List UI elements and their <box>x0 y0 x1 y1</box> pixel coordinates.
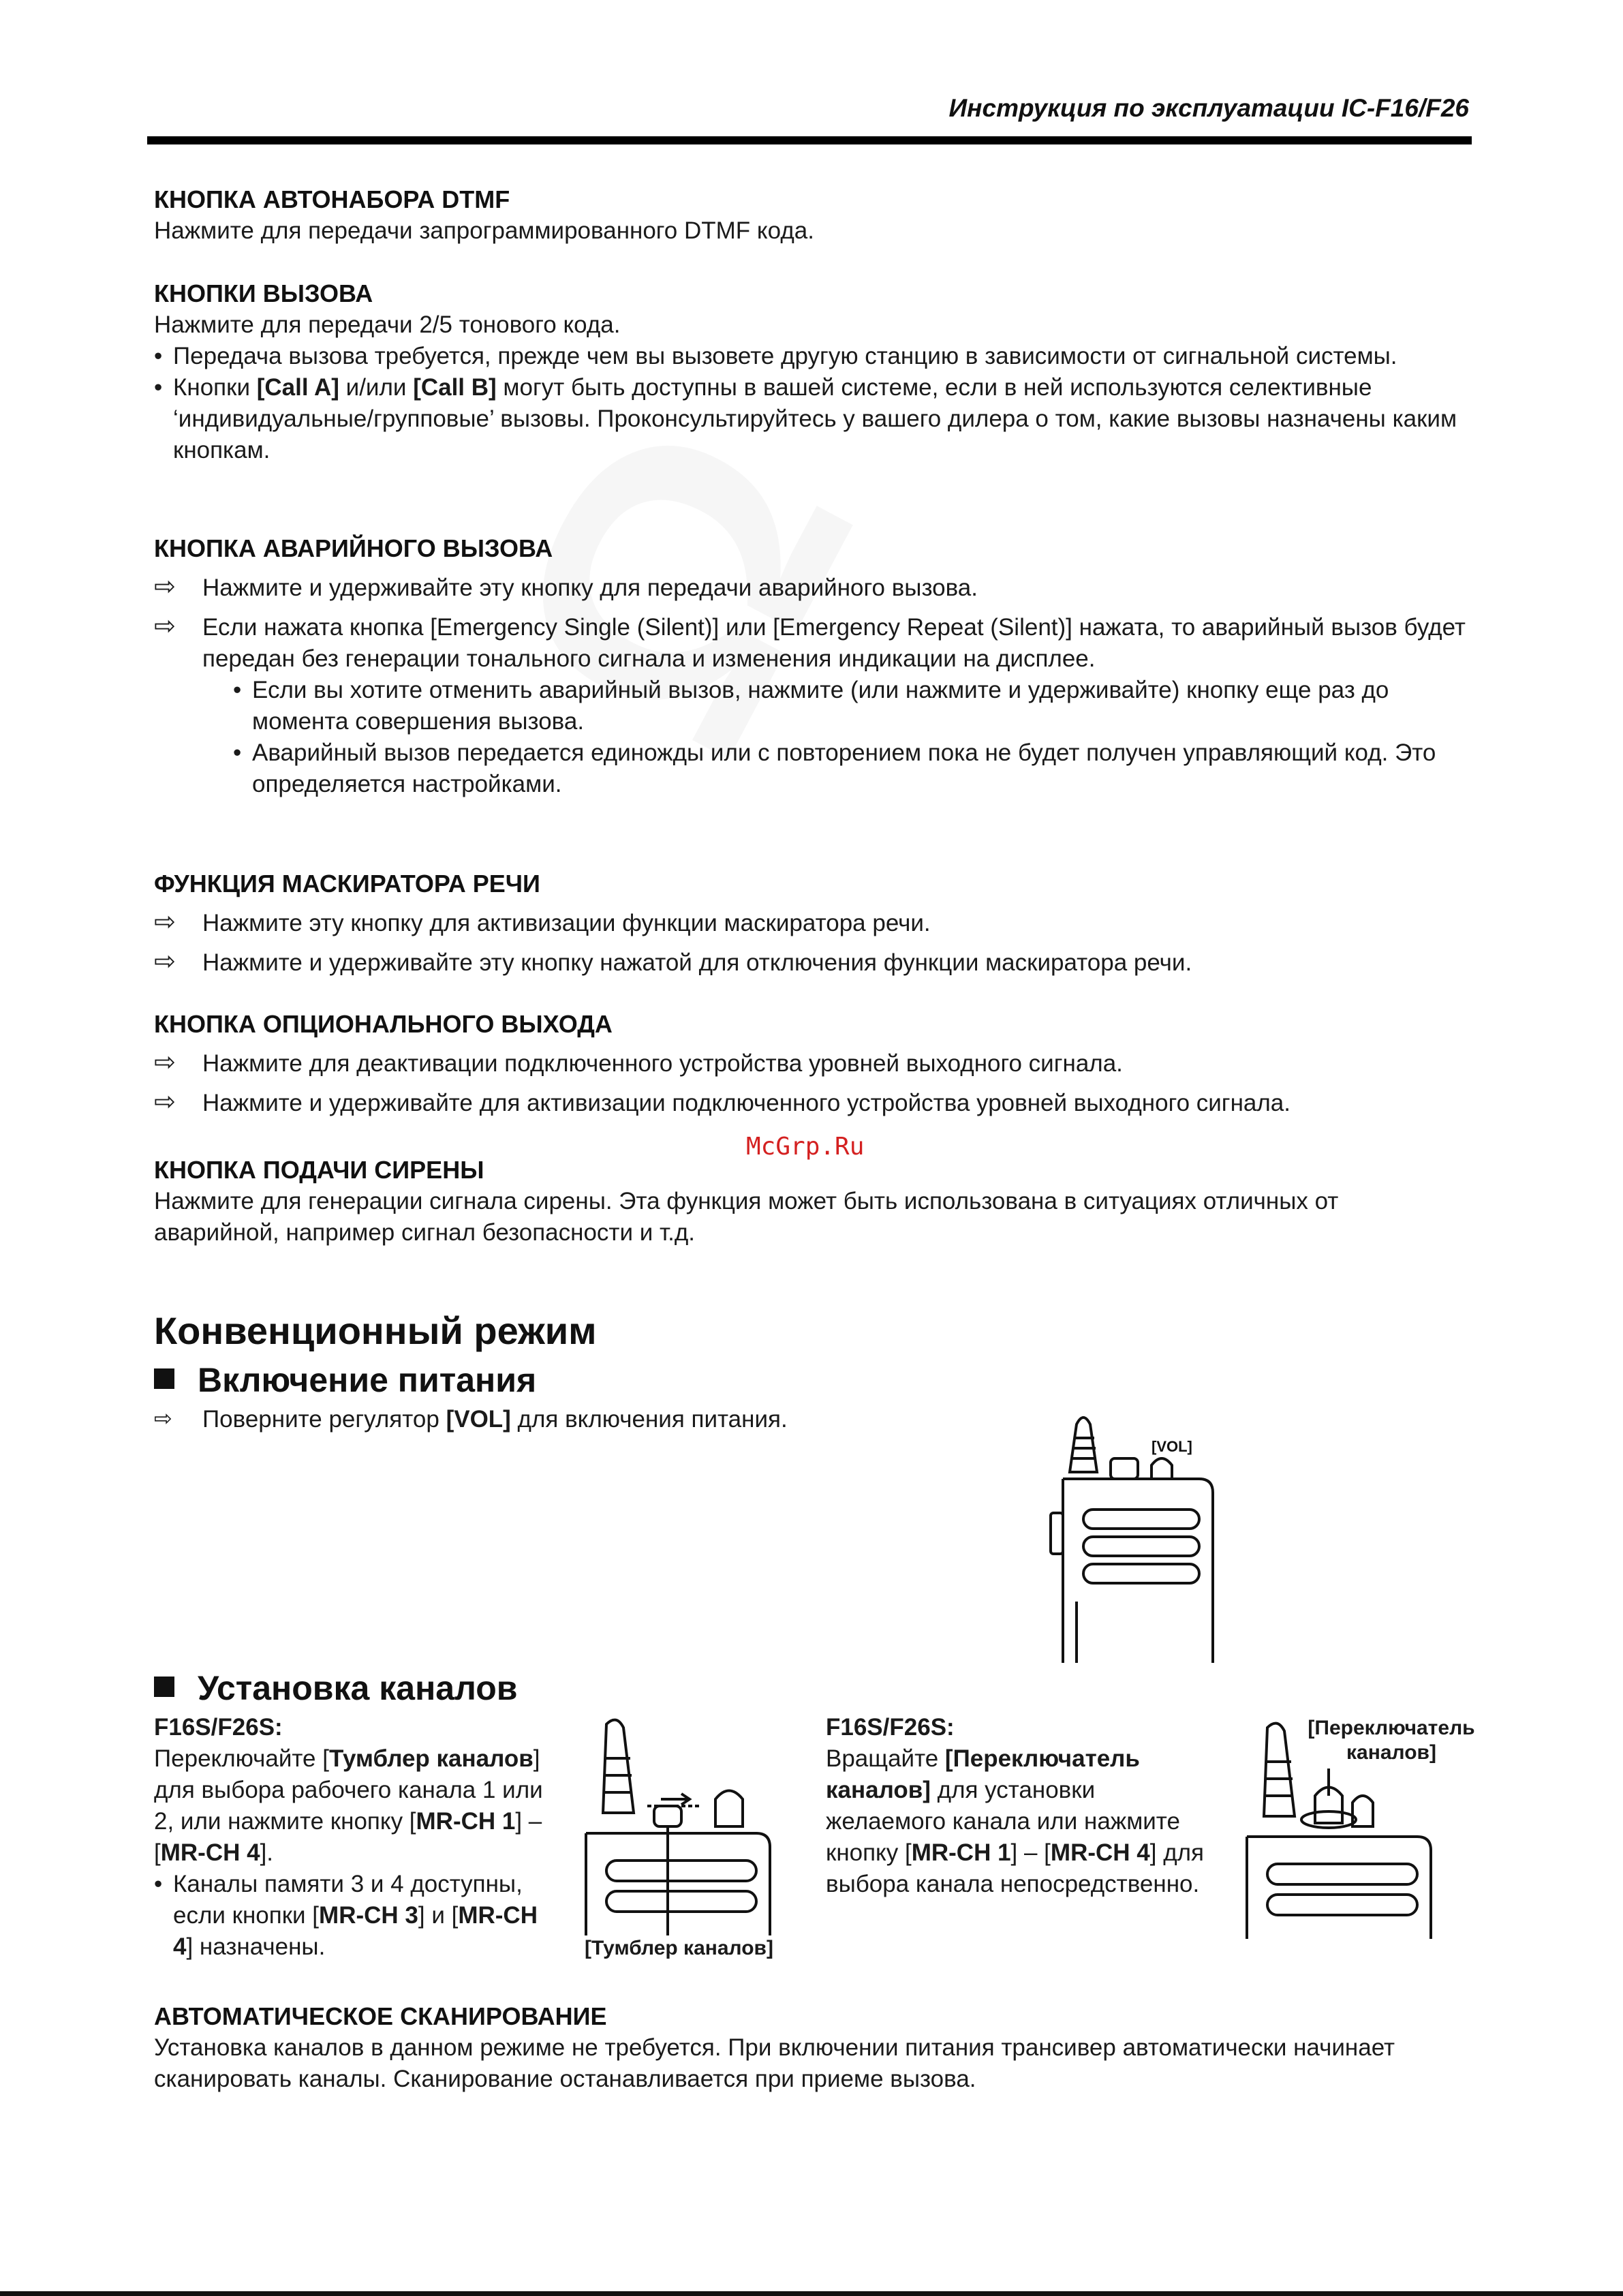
radio-vol-illustration <box>1049 1411 1226 1663</box>
subheading-channels: Установка каналов <box>154 1668 517 1708</box>
radio-channel-toggle-illustration <box>579 1717 804 1935</box>
arrow-icon: ⇨ <box>154 612 176 641</box>
section-autoscan <box>154 2001 1476 2095</box>
section-call <box>154 278 1476 466</box>
bullet-item: • Если вы хотите отменить аварийный вызов, нажмите (или нажмите и удерживайте) кнопку еще раз до момента совершения вызова. <box>233 675 1476 737</box>
section-text: Установка каналов в данном режиме не требуется. При включении питания трансивер автоматически начинает сканировать каналы. Сканирование останавливается при приеме вызова. <box>154 2034 1395 2092</box>
header-divider <box>147 136 1472 144</box>
arrow-item: ⇨ Нажмите и удерживайте эту кнопку нажатой для отключения функции маскиратора речи. <box>154 947 1192 976</box>
radio-channel-selector-illustration <box>1240 1721 1465 1939</box>
section-emergency <box>154 533 1476 800</box>
square-bullet-icon <box>154 1677 174 1697</box>
arrow-icon: ⇨ <box>154 1088 176 1116</box>
arrow-icon: ⇨ <box>154 1406 172 1430</box>
arrow-icon: ⇨ <box>154 1048 176 1077</box>
bullet-item: • Кнопки [Call A] и/или [Call B] могут быть доступны в вашей системе, если в ней используются селективные ‘индивидуальные/групповые’ вызовы. Проконсультируйтесь у вашего дилера о том, какие вызовы назначены каким кнопкам. <box>154 372 1476 466</box>
left-instruction: Переключайте [Тумблер каналов] для выбора рабочего канала 1 или 2, или нажмите кнопку [MR-CH 1] – [MR-CH 4]. <box>154 1745 543 1866</box>
arrow-item: ⇨ Нажмите для деактивации подключенного устройства уровней выходного сигнала. <box>154 1048 1123 1077</box>
arrow-item: ⇨ Нажмите и удерживайте для активизации подключенного устройства уровней выходного сигнала. <box>154 1088 1290 1116</box>
section-text: Нажмите для передачи запрограммированного DTMF кода. <box>154 217 814 244</box>
toggle-caption: [Тумблер каналов] <box>585 1937 773 1959</box>
page-header-title: Инструкция по эксплуатации IC-F16/F26 <box>948 94 1469 122</box>
bullet-item: • Аварийный вызов передается единожды или с повторением пока не будет получен управляющий код. Это определяется настройками. <box>233 737 1476 800</box>
channels-left-column <box>154 1712 563 1963</box>
channels-right-column <box>826 1712 1207 1900</box>
section-title: КНОПКА АВТОНАБОРА DTMF <box>154 185 510 213</box>
model-label: F16S/F26S: <box>154 1714 283 1741</box>
page-heading: Конвенционный режим <box>154 1309 597 1352</box>
power-instruction <box>154 1404 1476 1435</box>
subheading-power: Включение питания <box>154 1360 536 1400</box>
section-siren <box>154 1154 1476 1249</box>
site-watermark: McGrp.Ru <box>746 1133 865 1161</box>
section-title: ФУНКЦИЯ МАСКИРАТОРА РЕЧИ <box>154 870 540 898</box>
arrow-icon: ⇨ <box>154 572 176 601</box>
square-bullet-icon <box>154 1368 174 1389</box>
model-label: F16S/F26S: <box>826 1714 955 1741</box>
section-text: Нажмите для передачи 2/5 тонового кода. <box>154 311 621 338</box>
section-title: АВТОМАТИЧЕСКОЕ СКАНИРОВАНИЕ <box>154 2002 607 2030</box>
section-title: КНОПКА ОПЦИОНАЛЬНОГО ВЫХОДА <box>154 1010 613 1038</box>
section-title: КНОПКИ ВЫЗОВА <box>154 279 373 307</box>
bullet-item: • Передача вызова требуется, прежде чем вы вызовете другую станцию в зависимости от сигнальной системы. <box>154 341 1476 372</box>
selector-caption: [Переключатель каналов] <box>1308 1717 1475 1764</box>
bottom-divider <box>0 2291 1623 2296</box>
bullet-item: • Каналы памяти 3 и 4 доступны, если кнопки [MR-CH 3] и [MR-CH 4] назначены. <box>154 1869 563 1963</box>
arrow-item: ⇨ Поверните регулятор [VOL] для включения питания. <box>154 1404 1476 1435</box>
right-instruction: Вращайте [Переключатель каналов] для установки желаемого канала или нажмите кнопку [MR-CH 1] – [MR-CH 4] для выбора канала непосредственно. <box>826 1745 1204 1897</box>
section-optional-output <box>154 1009 1476 1119</box>
section-title: КНОПКА ПОДАЧИ СИРЕНЫ <box>154 1156 484 1184</box>
arrow-item: ⇨ Если нажата кнопка [Emergency Single (Silent)] или [Emergency Repeat (Silent)] нажата, то аварийный вызов будет передан без генерации тонального сигнала и изменения индикации на дисплее. <box>154 612 1466 672</box>
section-scrambler <box>154 868 1476 979</box>
arrow-icon: ⇨ <box>154 908 176 936</box>
arrow-icon: ⇨ <box>154 947 176 976</box>
arrow-item: ⇨ Нажмите эту кнопку для активизации функции маскиратора речи. <box>154 908 931 936</box>
section-dtmf <box>154 184 1476 247</box>
section-title: КНОПКА АВАРИЙНОГО ВЫЗОВА <box>154 534 553 562</box>
section-text: Нажмите для генерации сигнала сирены. Эта функция может быть использована в ситуациях отличных от аварийной, например сигнал безопасности и т.д. <box>154 1188 1339 1246</box>
vol-label: [VOL] <box>1151 1438 1192 1455</box>
arrow-item: ⇨ Нажмите и удерживайте эту кнопку для передачи аварийного вызова. <box>154 572 978 601</box>
